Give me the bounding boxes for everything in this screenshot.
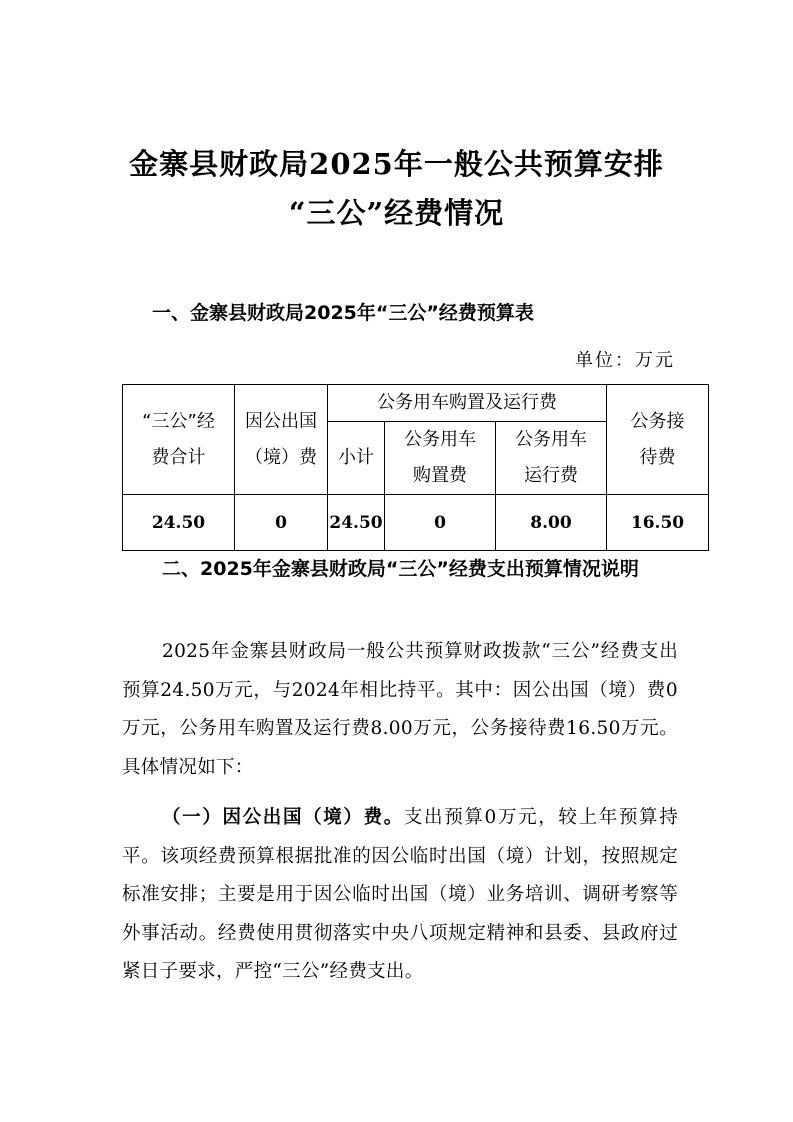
section2-heading: 二、2025年金寨县财政局“三公”经费支出预算情况说明 <box>162 558 639 580</box>
header-purchase: 公务用车购置费 <box>385 422 496 495</box>
value-subtotal: 24.50 <box>328 495 385 551</box>
paragraph-abroad-body: 支出预算0万元，较上年预算持平。该项经费预算根据批准的因公临时出国（境）计划，按照规定标准安排；主要是用于因公临时出国（境）业务培训、调研考察等外事活动。经费使用贯彻落实中央八项规定精神和县委、县政府过紧日子要求，严控“三公”经费支出。 <box>122 807 678 982</box>
document-title-line2: “三公”经费情况 <box>288 196 505 230</box>
paragraph-abroad-lead: （一）因公出国（境）费。 <box>162 807 404 828</box>
header-abroad: 因公出国（境）费 <box>235 385 328 495</box>
header-operation: 公务用车运行费 <box>496 422 607 495</box>
value-operation: 8.00 <box>496 495 607 551</box>
value-total: 24.50 <box>123 495 235 551</box>
value-abroad: 0 <box>235 495 328 551</box>
header-reception: 公务接待费 <box>607 385 709 495</box>
paragraph-summary: 2025年金寨县财政局一般公共预算财政拨款“三公”经费支出预算24.50万元，与2024年相比持平。其中：因公出国（境）费0万元，公务用车购置及运行费8.00万元，公务接待费16.50万元。具体情况如下： <box>122 641 678 778</box>
header-subtotal: 小计 <box>328 422 385 495</box>
header-total: “三公”经费合计 <box>123 385 235 495</box>
section1-heading: 一、金寨县财政局2025年“三公”经费预算表 <box>152 302 534 324</box>
unit-label: 单位：万元 <box>575 350 675 371</box>
document-title-line1: 金寨县财政局2025年一般公共预算安排 <box>129 147 664 181</box>
value-reception: 16.50 <box>607 495 709 551</box>
paragraph-abroad <box>122 799 678 992</box>
budget-table <box>122 384 709 551</box>
value-purchase: 0 <box>385 495 496 551</box>
header-vehicle-group: 公务用车购置及运行费 <box>328 385 607 422</box>
